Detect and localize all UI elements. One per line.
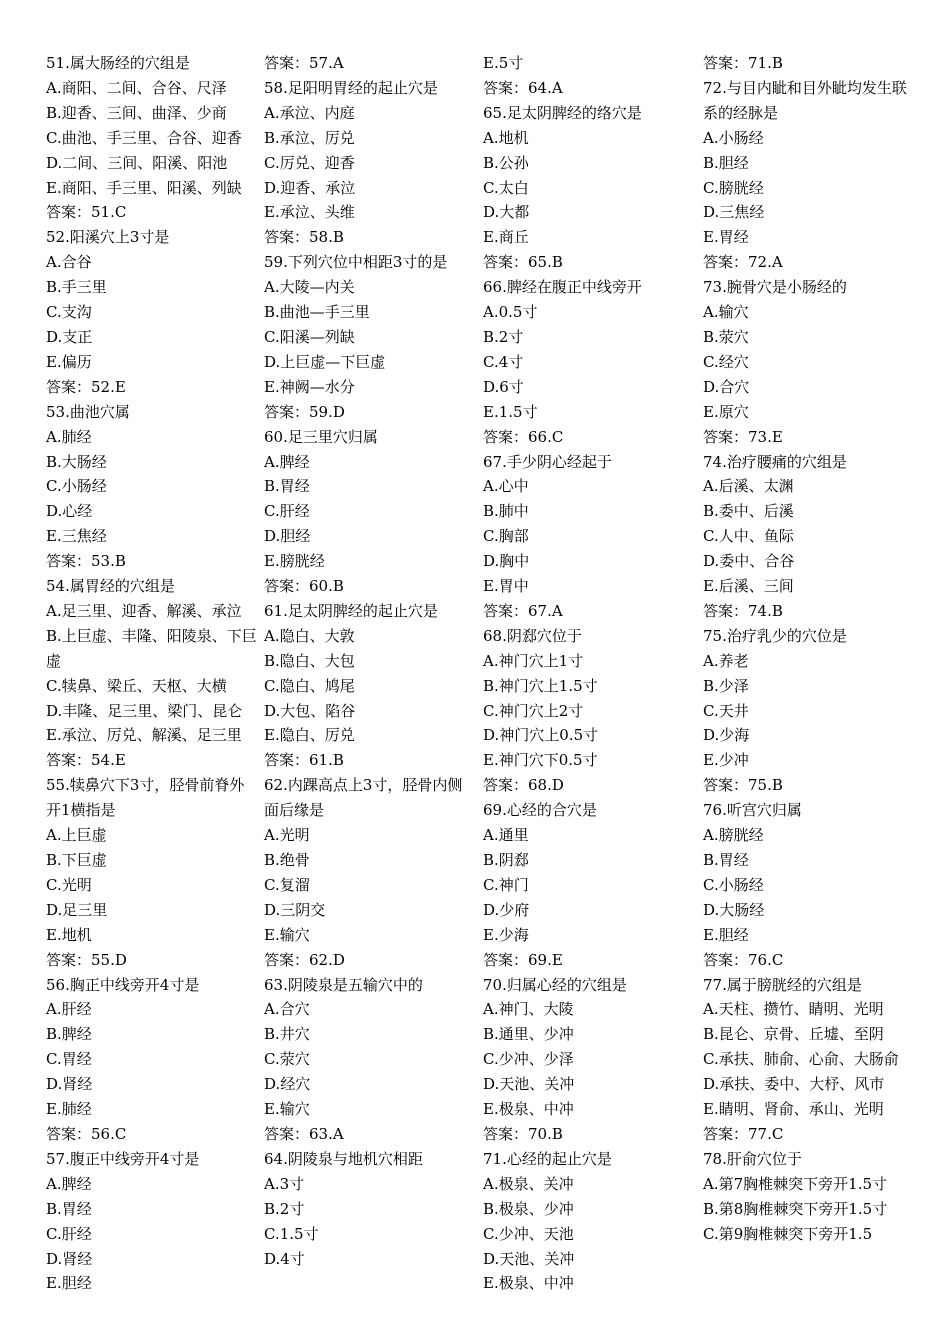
option-line: C.人中、鱼际 — [703, 527, 794, 546]
option-line: B.昆仑、京骨、丘墟、至阴 — [703, 1025, 884, 1044]
option-line: A.大陵—内关 — [264, 278, 355, 297]
question-line: 69.心经的合穴是 — [483, 801, 597, 820]
option-line: D.神门穴上0.5寸 — [483, 726, 599, 745]
text-column-4 — [703, 51, 915, 1247]
option-line: D.委中、合谷 — [703, 552, 795, 571]
option-line: E.极泉、中冲 — [483, 1274, 574, 1293]
option-line: B.胃经 — [703, 851, 749, 869]
option-line: A.心中 — [483, 477, 529, 496]
option-line: A.光明 — [264, 826, 310, 845]
option-line: D.上巨虚—下巨虚 — [264, 352, 386, 371]
answer-line: 答案：75.B — [703, 776, 783, 795]
question-line: 74.治疗腰痛的穴组是 — [703, 452, 847, 471]
option-line: D.承扶、委中、大杼、风市 — [703, 1075, 885, 1094]
option-line: D.心经 — [46, 502, 93, 521]
answer-line: 答案：76.C — [703, 950, 784, 969]
option-line: E.承泣、厉兑、解溪、足三里 — [46, 726, 242, 745]
option-line: B.胃经 — [46, 1199, 92, 1218]
option-line: B.胃经 — [264, 477, 310, 496]
option-line: C.少冲、天池 — [483, 1224, 574, 1243]
option-line: A.0.5寸 — [483, 303, 538, 322]
option-line: C.复溜 — [264, 875, 310, 894]
answer-line: 答案：67.A — [483, 601, 563, 620]
option-line: C.神门 — [483, 875, 529, 894]
answer-line: 答案：58.B — [264, 228, 344, 247]
option-line: D.三焦经 — [703, 203, 765, 222]
option-line: C.荥穴 — [264, 1050, 310, 1069]
question-line: 72.与目内眦和目外眦均发生联系的经脉是 — [703, 78, 907, 122]
question-line: 63.阴陵泉是五输穴中的 — [264, 975, 423, 994]
option-line: B.肺中 — [483, 502, 529, 521]
option-line: B.胆经 — [703, 153, 749, 172]
option-line: D.迎香、承泣 — [264, 178, 356, 197]
option-line: B.迎香、三间、曲泽、少商 — [46, 103, 227, 122]
answer-line: 答案：53.B — [46, 552, 126, 571]
option-line: B.阴郄 — [483, 851, 529, 869]
question-line: 52.阳溪穴上3寸是 — [46, 228, 170, 247]
option-line: A.合谷 — [46, 253, 92, 272]
option-line: A.商阳、二间、合谷、尺泽 — [46, 78, 227, 97]
answer-line: 答案：56.C — [46, 1124, 127, 1143]
option-line: D.二间、三间、阳溪、阳池 — [46, 153, 228, 172]
option-line: C.小肠经 — [703, 875, 764, 894]
option-line: E.膀胱经 — [264, 552, 325, 571]
option-line: B.神门穴上1.5寸 — [483, 676, 598, 695]
option-line: D.胆经 — [264, 527, 311, 546]
option-line: A.地机 — [483, 128, 529, 147]
option-line: B.荥穴 — [703, 327, 749, 346]
answer-line: 答案：54.E — [46, 751, 126, 770]
question-line: 64.阴陵泉与地机穴相距 — [264, 1149, 423, 1168]
option-line: E.输穴 — [264, 1100, 310, 1119]
option-line: A.小肠经 — [703, 128, 764, 147]
option-line: D.肾经 — [46, 1075, 93, 1094]
option-line: E.神门穴下0.5寸 — [483, 751, 598, 770]
option-line: B.极泉、少冲 — [483, 1199, 574, 1218]
option-line: E.少冲 — [703, 751, 749, 770]
option-line: E.商阳、手三里、阳溪、列缺 — [46, 178, 242, 197]
question-line: 73.腕骨穴是小肠经的 — [703, 278, 847, 297]
answer-line: 答案：51.C — [46, 203, 127, 222]
option-line: C.光明 — [46, 875, 92, 894]
answer-line: 答案：69.E — [483, 950, 563, 969]
option-line: C.膀胱经 — [703, 178, 764, 197]
option-line: A.极泉、关冲 — [483, 1174, 574, 1193]
option-line: A.承泣、内庭 — [264, 103, 355, 122]
option-line: E.胆经 — [46, 1274, 92, 1293]
question-line: 51.属大肠经的穴组是 — [46, 54, 190, 72]
text-column-2 — [264, 51, 476, 1271]
option-line: A.足三里、迎香、解溪、承泣 — [46, 601, 242, 620]
option-line: A.第7胸椎棘突下旁开1.5寸 — [703, 1174, 887, 1193]
question-line: 57.腹正中线旁开4寸是 — [46, 1149, 200, 1168]
option-line: C.4寸 — [483, 352, 524, 371]
question-line: 70.归属心经的穴组是 — [483, 975, 627, 994]
option-line: D.支正 — [46, 327, 93, 346]
answer-line: 答案：71.B — [703, 54, 783, 72]
option-line: D.经穴 — [264, 1075, 311, 1094]
option-line: B.隐白、大包 — [264, 651, 355, 670]
option-line: A.膀胱经 — [703, 826, 764, 845]
option-line: B.绝骨 — [264, 851, 310, 869]
option-line: D.肾经 — [46, 1249, 93, 1268]
option-line: E.输穴 — [264, 925, 310, 944]
option-line: B.少泽 — [703, 676, 749, 695]
question-line: 58.足阳明胃经的起止穴是 — [264, 78, 438, 97]
option-line: D.4寸 — [264, 1249, 305, 1268]
option-line: C.少冲、少泽 — [483, 1050, 574, 1069]
option-line: D.丰隆、足三里、梁门、昆仑 — [46, 701, 243, 720]
option-line: A.后溪、太渊 — [703, 477, 794, 496]
question-line: 59.下列穴位中相距3寸的是 — [264, 253, 448, 272]
answer-line: 答案：72.A — [703, 253, 783, 272]
option-line: E.睛明、肾俞、承山、光明 — [703, 1100, 884, 1119]
option-line: B.2寸 — [483, 327, 524, 346]
answer-line: 答案：55.D — [46, 950, 127, 969]
option-line: E.胃经 — [703, 228, 749, 247]
option-line: A.3寸 — [264, 1174, 305, 1193]
question-line: 75.治疗乳少的穴位是 — [703, 626, 847, 645]
option-line: A.脾经 — [46, 1174, 92, 1193]
option-line: C.犊鼻、梁丘、天枢、大横 — [46, 676, 227, 695]
option-line: A.天柱、攒竹、睛明、光明 — [703, 1000, 884, 1019]
option-line: C.小肠经 — [46, 477, 107, 496]
answer-line: 答案：70.B — [483, 1124, 563, 1143]
option-line: B.手三里 — [46, 278, 107, 297]
option-line: D.天池、关冲 — [483, 1249, 575, 1268]
option-line: A.神门、大陵 — [483, 1000, 574, 1019]
question-line: 66.脾经在腹正中线旁开 — [483, 278, 642, 297]
option-line: B.承泣、厉兑 — [264, 128, 355, 147]
option-line: C.支沟 — [46, 303, 92, 322]
option-line: C.1.5寸 — [264, 1224, 319, 1243]
option-line: C.阳溪—列缺 — [264, 327, 355, 346]
option-line: D.三阴交 — [264, 900, 326, 919]
option-line: B.第8胸椎棘突下旁开1.5寸 — [703, 1199, 888, 1218]
option-line: C.天井 — [703, 701, 749, 720]
option-line: A.隐白、大敦 — [264, 626, 355, 645]
answer-line: 答案：61.B — [264, 751, 344, 770]
question-line: 77.属于膀胱经的穴组是 — [703, 975, 862, 994]
option-line: E.隐白、厉兑 — [264, 726, 355, 745]
option-line: C.隐白、鸠尾 — [264, 676, 355, 695]
option-line: D.6寸 — [483, 377, 524, 396]
text-column-3 — [483, 51, 695, 1296]
option-line: B.脾经 — [46, 1025, 92, 1044]
answer-line: 答案：60.B — [264, 577, 344, 596]
option-line: B.通里、少冲 — [483, 1025, 574, 1044]
option-line: D.少海 — [703, 726, 750, 745]
answer-line: 答案：74.B — [703, 601, 783, 620]
option-line: C.肝经 — [264, 502, 310, 521]
option-line: B.委中、后溪 — [703, 502, 794, 521]
option-line: D.大包、陷谷 — [264, 701, 356, 720]
option-line: B.大肠经 — [46, 452, 107, 471]
option-line: D.少府 — [483, 900, 530, 919]
option-line: A.通里 — [483, 826, 529, 845]
option-line: E.三焦经 — [46, 527, 107, 546]
question-line: 61.足太阴脾经的起止穴是 — [264, 601, 438, 620]
option-line: E.胆经 — [703, 925, 749, 944]
question-line: 67.手少阴心经起于 — [483, 452, 612, 471]
option-line: B.下巨虚 — [46, 851, 107, 869]
option-line: A.神门穴上1寸 — [483, 651, 584, 670]
option-line: C.神门穴上2寸 — [483, 701, 584, 720]
option-line: E.地机 — [46, 925, 92, 944]
option-line: C.第9胸椎棘突下旁开1.5 — [703, 1224, 873, 1243]
option-line: A.输穴 — [703, 303, 749, 322]
answer-line: 答案：57.A — [264, 54, 344, 72]
option-line: C.胸部 — [483, 527, 529, 546]
question-line: 68.阴郄穴位于 — [483, 626, 582, 645]
question-line: 53.曲池穴属 — [46, 402, 130, 421]
question-line: 71.心经的起止穴是 — [483, 1149, 612, 1168]
option-line: A.肝经 — [46, 1000, 92, 1019]
question-line: 78.肝俞穴位于 — [703, 1149, 802, 1168]
option-line: E.承泣、头维 — [264, 203, 355, 222]
option-line: C.厉兑、迎香 — [264, 153, 355, 172]
option-line: D.胸中 — [483, 552, 530, 571]
answer-line: 答案：65.B — [483, 253, 563, 272]
question-line: 55.犊鼻穴下3寸，胫骨前脊外开1横指是 — [46, 776, 245, 820]
answer-line: 答案：52.E — [46, 377, 126, 396]
option-line: D.足三里 — [46, 900, 108, 919]
option-line: B.井穴 — [264, 1025, 310, 1044]
question-line: 76.听宫穴归属 — [703, 801, 802, 820]
answer-line: 答案：59.D — [264, 402, 345, 421]
option-line: A.脾经 — [264, 452, 310, 471]
question-line: 62.内踝高点上3寸，胫骨内侧面后缘是 — [264, 776, 463, 820]
option-line: D.合穴 — [703, 377, 750, 396]
option-line: E.偏历 — [46, 352, 92, 371]
option-line: D.大肠经 — [703, 900, 765, 919]
answer-line: 答案：68.D — [483, 776, 564, 795]
option-line: C.经穴 — [703, 352, 749, 371]
option-line: C.曲池、手三里、合谷、迎香 — [46, 128, 242, 147]
answer-line: 答案：64.A — [483, 78, 563, 97]
option-line: E.极泉、中冲 — [483, 1100, 574, 1119]
question-line: 60.足三里穴归属 — [264, 427, 378, 446]
option-line: E.原穴 — [703, 402, 749, 421]
answer-line: 答案：62.D — [264, 950, 345, 969]
text-column-1 — [46, 51, 258, 1296]
option-line: E.少海 — [483, 925, 529, 944]
option-line: B.2寸 — [264, 1199, 305, 1218]
option-line: C.承扶、肺俞、心俞、大肠俞 — [703, 1050, 899, 1069]
option-line: E.肺经 — [46, 1100, 92, 1119]
option-line: A.合穴 — [264, 1000, 310, 1019]
question-line: 56.胸正中线旁开4寸是 — [46, 975, 200, 994]
option-line: E.胃中 — [483, 577, 529, 596]
question-line: 65.足太阴脾经的络穴是 — [483, 103, 642, 122]
option-line: A.养老 — [703, 651, 749, 670]
option-line: E.1.5寸 — [483, 402, 538, 421]
option-line: C.胃经 — [46, 1050, 92, 1069]
option-line: E.5寸 — [483, 54, 524, 72]
answer-line: 答案：77.C — [703, 1124, 784, 1143]
option-line: C.太白 — [483, 178, 529, 197]
option-line: D.大都 — [483, 203, 530, 222]
option-line: C.肝经 — [46, 1224, 92, 1243]
answer-line: 答案：73.E — [703, 427, 783, 446]
option-line: A.肺经 — [46, 427, 92, 446]
option-line: B.曲池—手三里 — [264, 303, 370, 322]
option-line: D.天池、关冲 — [483, 1075, 575, 1094]
option-line: A.上巨虚 — [46, 826, 107, 845]
option-line: E.商丘 — [483, 228, 529, 247]
option-line: B.上巨虚、丰隆、阳陵泉、下巨虚 — [46, 626, 257, 670]
option-line: B.公孙 — [483, 153, 529, 172]
option-line: E.后溪、三间 — [703, 577, 794, 596]
question-line: 54.属胃经的穴组是 — [46, 577, 175, 596]
option-line: E.神阙—水分 — [264, 377, 355, 396]
answer-line: 答案：66.C — [483, 427, 564, 446]
answer-line: 答案：63.A — [264, 1124, 344, 1143]
